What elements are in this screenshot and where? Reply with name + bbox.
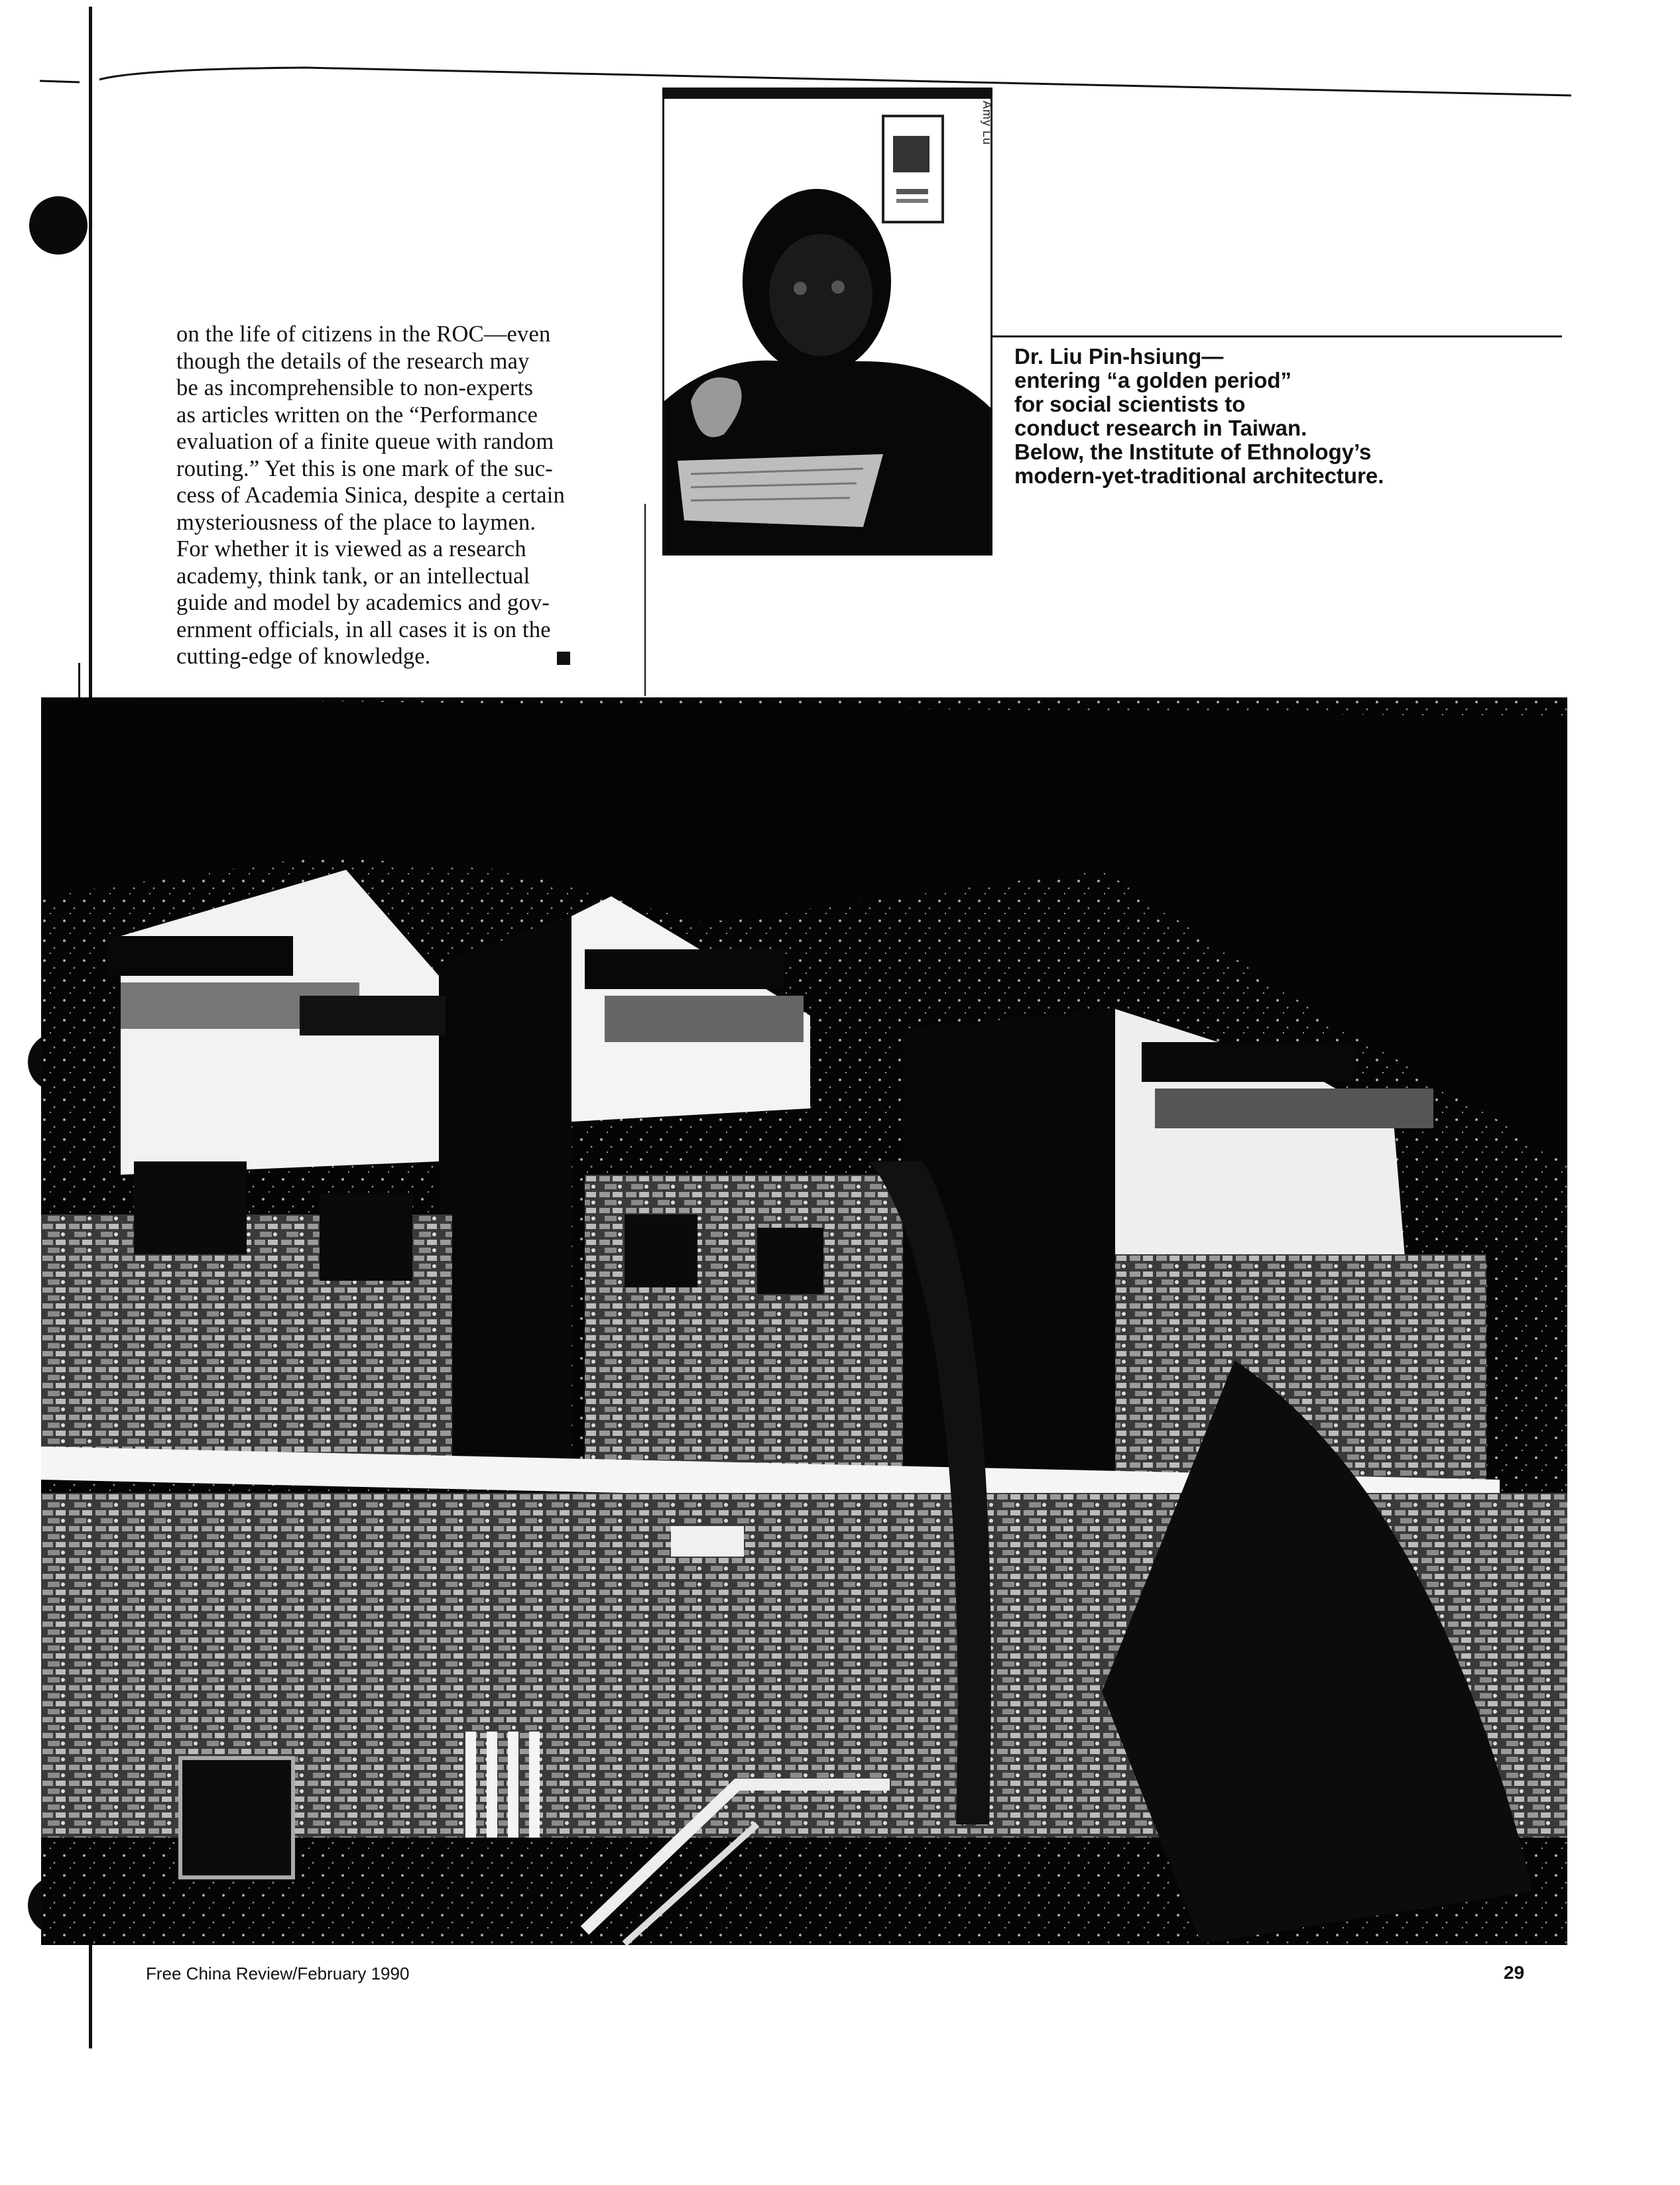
body-line: guide and model by academics and gov- xyxy=(176,590,550,615)
column-divider xyxy=(644,504,646,696)
article-body xyxy=(176,321,617,670)
body-line: ernment officials, in all cases it is on the xyxy=(176,617,551,642)
caption-line: for social scientists to xyxy=(1014,392,1246,416)
photo-credit: Amy Lu xyxy=(981,101,994,146)
body-line: though the details of the research may xyxy=(176,348,530,374)
caption-rule xyxy=(992,335,1562,337)
body-line: routing.” Yet this is one mark of the suc- xyxy=(176,455,553,481)
body-line: on the life of citizens in the ROC—even xyxy=(176,322,551,347)
body-line: For whether it is viewed as a research xyxy=(176,536,526,561)
body-line: be as incomprehensible to non-experts xyxy=(176,375,534,400)
caption-line: modern-yet-traditional architecture. xyxy=(1014,463,1384,488)
portrait-photo xyxy=(662,88,992,556)
caption-line: Below, the Institute of Ethnology’s xyxy=(1014,440,1372,464)
body-line-text: cutting-edge of knowledge. xyxy=(176,644,431,669)
page-number: 29 xyxy=(1504,1962,1525,1983)
body-line-last xyxy=(176,643,617,670)
building-photo xyxy=(41,697,1567,1945)
footer-publication: Free China Review/February 1990 xyxy=(146,1964,410,1983)
body-line: evaluation of a finite queue with random xyxy=(176,429,554,454)
body-line: mysteriousness of the place to laymen. xyxy=(176,509,536,535)
body-line: academy, think tank, or an intellectual xyxy=(176,563,530,589)
body-line: as articles written on the “Performance xyxy=(176,402,538,428)
caption-line: conduct research in Taiwan. xyxy=(1014,416,1307,440)
caption-line: Dr. Liu Pin-hsiung— xyxy=(1014,344,1224,369)
end-of-article-icon xyxy=(557,652,570,665)
caption-line: entering “a golden period” xyxy=(1014,368,1292,392)
punch-hole-icon xyxy=(29,196,88,255)
body-line: cess of Academia Sinica, despite a certain xyxy=(176,483,566,508)
photo-caption xyxy=(1014,345,1545,488)
